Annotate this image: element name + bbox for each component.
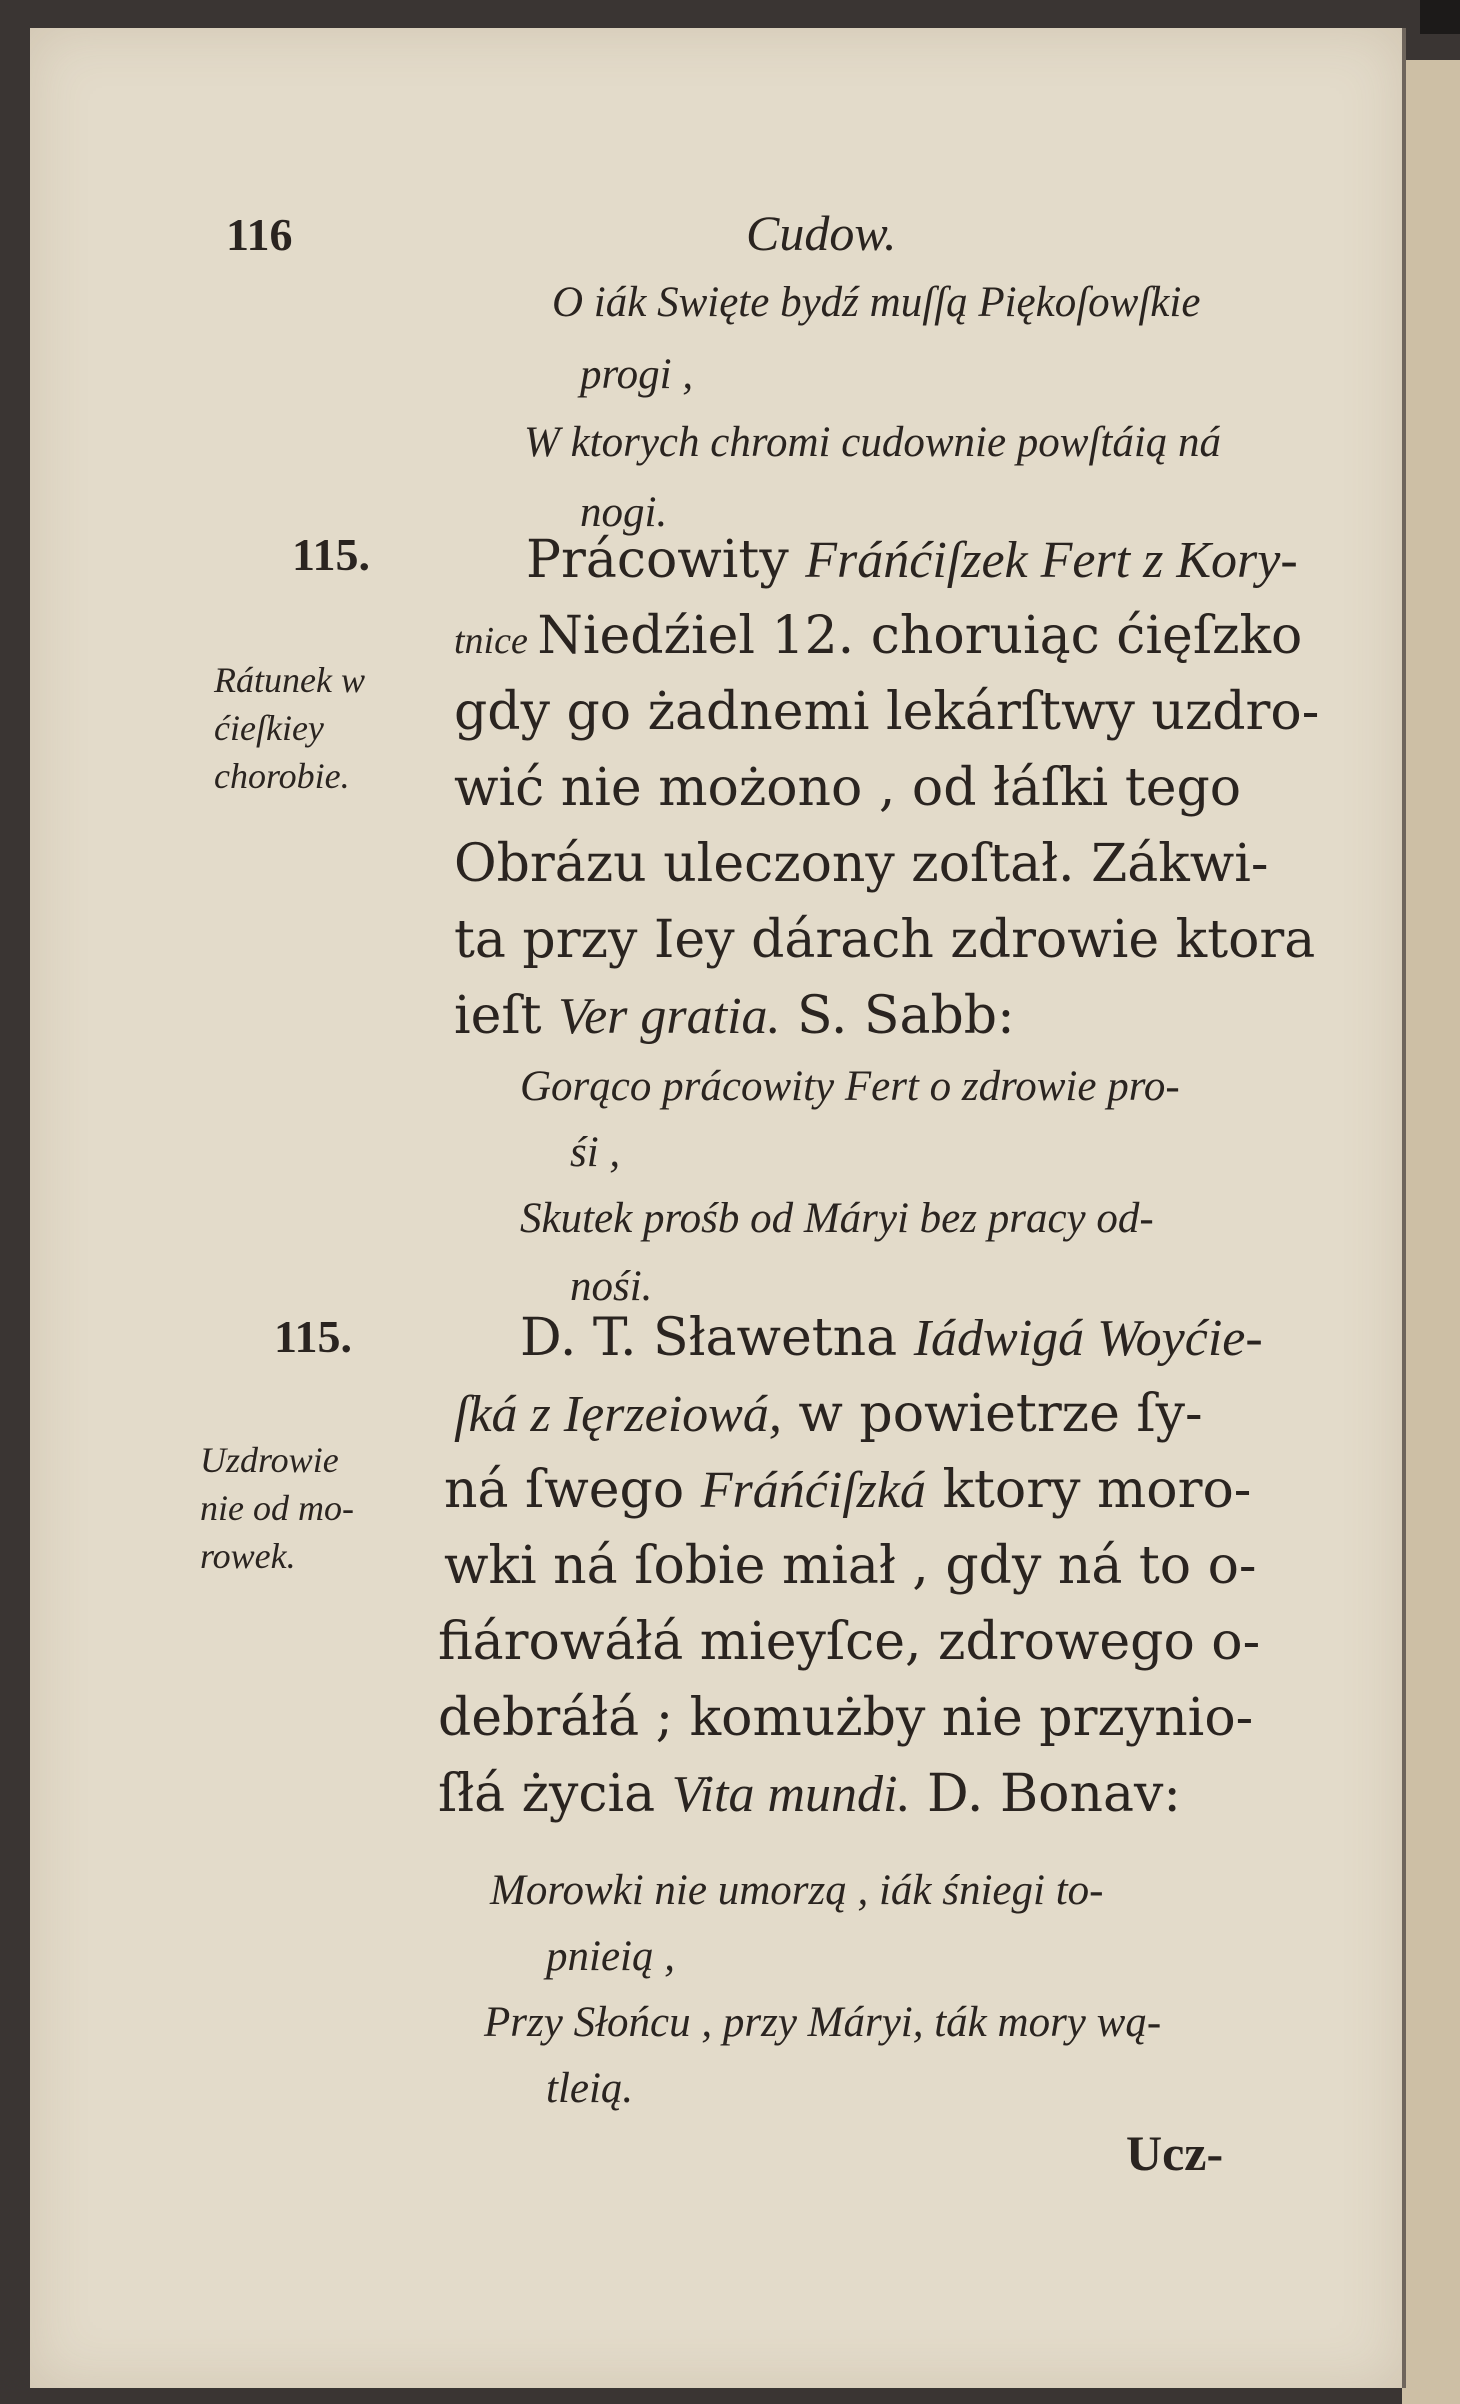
margin-note [200, 1436, 440, 1580]
margin-note-line: chorobie. [214, 756, 350, 796]
entry-number: 115. [292, 529, 370, 580]
text-line: wić nie możono , od łáſki tego [454, 758, 1242, 818]
text-line: tnice Niedźiel 12. choruiąc ćięſzko [454, 606, 1303, 666]
verse-line: O iák Swięte bydź muſſą Piękoſowſkie [552, 279, 1201, 326]
verse-line: Morowki nie umorzą , iák śniegi to- [490, 1867, 1104, 1914]
text-line: D. T. Sławetna Iádwigá Woyćie- [520, 1308, 1263, 1368]
running-title: Cudow. [746, 205, 897, 261]
text-line: Prácowity Fráńćiſzek Fert z Kory- [526, 530, 1298, 590]
text-line: gdy go żadnemi lekárſtwy uzdro- [454, 682, 1320, 742]
verse-line: progi , [580, 351, 694, 398]
scanner-corner [1420, 0, 1460, 34]
text-line: ſłá życia Vita mundi. D. Bonav: [438, 1764, 1181, 1824]
margin-note-line: Uzdrowie [200, 1440, 339, 1480]
margin-note-line: Rátunek w [214, 660, 365, 700]
margin-note-line: nie od mo- [200, 1488, 354, 1528]
text-line: ná ſwego Fráńćiſzká ktory moro- [444, 1460, 1252, 1520]
margin-note-line: rowek. [200, 1536, 296, 1576]
margin-note [214, 656, 444, 800]
text-line: Obrázu uleczony zoſtał. Zákwi- [454, 834, 1269, 894]
verse-line: W ktorych chromi cudownie powſtáią ná [524, 419, 1222, 466]
verse-line: Przy Słońcu , przy Máryi, ták mory wą- [484, 1999, 1162, 2046]
book-page [30, 28, 1402, 2388]
verse-line: pnieią , [546, 1933, 675, 1980]
text-line: ſká z Ięrzeiowá, w powietrze ſy- [454, 1384, 1203, 1444]
text-line: ta przy Iey dárach zdrowie ktora [454, 910, 1316, 970]
entry-number: 115. [274, 1311, 352, 1362]
catchword: Ucz- [1126, 2125, 1224, 2181]
binding-gutter [1402, 60, 1460, 2404]
verse-line: nogi. [580, 489, 668, 536]
verse-line: tleią. [546, 2065, 634, 2112]
text-line: fiárowáłá mieyſce, zdrowego o- [438, 1612, 1261, 1672]
text-line: debráłá ; komużby nie przynio- [438, 1688, 1254, 1748]
verse-line: Skutek prośb od Máryi bez pracy od- [520, 1195, 1154, 1242]
verse-line: nośi. [570, 1263, 653, 1310]
text-line: wki ná ſobie miał , gdy ná to o- [444, 1536, 1257, 1596]
page-number: 116 [226, 209, 293, 260]
text-line: ieſt Ver gratia. S. Sabb: [454, 986, 1015, 1046]
verse-line: Gorąco prácowity Fert o zdrowie pro- [520, 1063, 1180, 1110]
margin-note-line: ćieſkiey [214, 708, 324, 748]
verse-line: śi , [570, 1129, 621, 1176]
